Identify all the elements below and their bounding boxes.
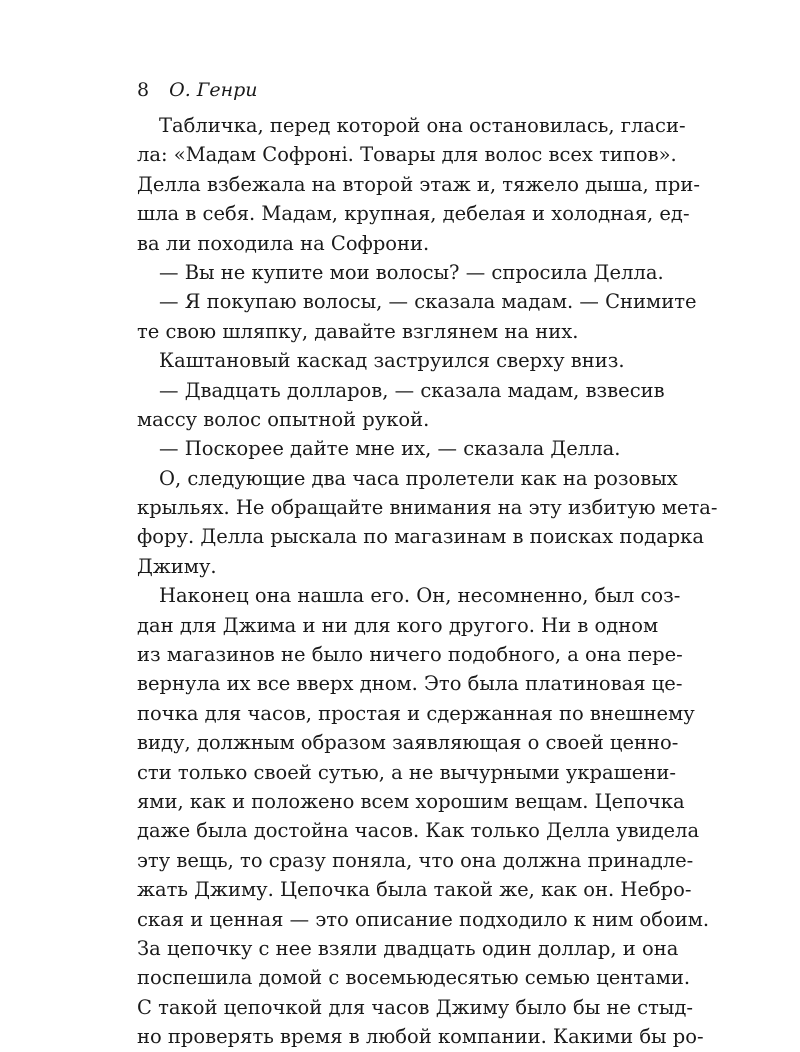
text-line: из магазинов не было ничего подобного, а она пере- xyxy=(137,643,683,667)
text-line: фору. Делла рыскала по магазинам в поисках подарка xyxy=(137,525,704,549)
author-name: О. Генри xyxy=(169,79,258,101)
text-line: Табличка, перед которой она остановилась, гласи- xyxy=(159,114,686,137)
text-line: массу волос опытной рукой. xyxy=(137,407,430,431)
text-line: Каштановый каскад заструился сверху вниз. xyxy=(159,349,625,373)
body-text xyxy=(137,111,718,1052)
text-line: почка для часов, простая и сдержанная по внешнему xyxy=(137,701,695,725)
text-line: С такой цепочкой для часов Джиму было бы не стыд- xyxy=(137,995,693,1019)
text-line: ла: «Мадам Софроні. Товары для волос всех типов». xyxy=(137,143,677,167)
text-line: — Вы не купите мои волосы? — спросила Делла. xyxy=(159,260,664,284)
running-head xyxy=(137,78,258,102)
text-line: — Двадцать долларов, — сказала мадам, взвесив xyxy=(159,378,665,402)
text-line: Джиму. xyxy=(137,554,217,578)
text-line: вернула их все вверх дном. Это была платиновая це- xyxy=(137,672,683,696)
text-line: эту вещь, то сразу поняла, что она должна принадле- xyxy=(137,848,694,872)
text-line: те свою шляпку, давайте взглянем на них. xyxy=(137,319,579,343)
text-line: Делла взбежала на второй этаж и, тяжело дыша, при- xyxy=(137,172,700,196)
text-line: О, следующие два часа пролетели как на розовых xyxy=(159,466,678,490)
page-number: 8 xyxy=(137,79,150,101)
text-line: ская и ценная — это описание подходило к ним обоим. xyxy=(137,907,710,931)
text-line: жать Джиму. Цепочка была такой же, как он. Небро- xyxy=(137,878,692,902)
text-line: поспешила домой с восемьюдесятью семью центами. xyxy=(137,966,691,990)
text-line: ва ли походила на Софрони. xyxy=(137,231,430,255)
text-line: ями, как и положено всем хорошим вещам. Цепочка xyxy=(137,789,685,813)
text-line: шла в себя. Мадам, крупная, дебелая и холодная, ед- xyxy=(137,202,690,226)
text-line: За цепочку с нее взяли двадцать один доллар, и она xyxy=(137,936,679,960)
text-line: виду, должным образом заявляющая о своей ценно- xyxy=(137,731,679,755)
text-line: но проверять время в любой компании. Какими бы ро- xyxy=(137,1025,704,1049)
text-line: дан для Джима и ни для кого другого. Ни в одном xyxy=(137,613,659,637)
text-line: Наконец она нашла его. Он, несомненно, был соз- xyxy=(159,584,681,608)
text-line: — Поскорее дайте мне их, — сказала Делла. xyxy=(159,437,621,461)
text-line: крыльях. Не обращайте внимания на эту избитую мета- xyxy=(137,496,718,520)
text-line: — Я покупаю волосы, — сказала мадам. — Снимите xyxy=(159,290,697,314)
text-line: даже была достойна часов. Как только Делла увидела xyxy=(137,819,700,843)
text-line: сти только своей сутью, а не вычурными украшени- xyxy=(137,760,676,784)
